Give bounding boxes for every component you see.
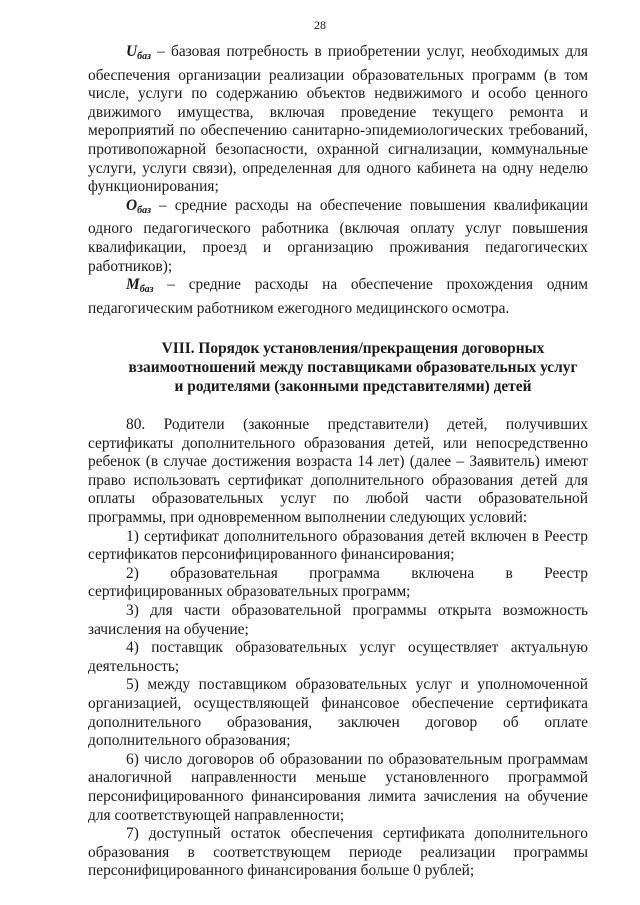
page-number: 28 xyxy=(314,18,326,32)
condition-item: 6) число договоров об образовании по образовательным программам аналогичной направленности меньше установленного программой персонифицированного финансирования лимита зачисления на обучение для соответствующей направленности; xyxy=(88,750,588,824)
condition-item: 1) сертификат дополнительного образования детей включен в Реестр сертификатов персонифицированного финансирования; xyxy=(88,527,588,564)
paragraph-80: 80. Родители (законные представители) детей, получивших сертификаты дополнительного образования детей, или непосредственно ребенок (в случае достижения возраста 14 лет) (далее – Заявитель) имеют право использовать сертификат дополнительного образования детей для оплаты образовательных услуг по любой части образовательной программы, при одновременном выполнении следующих условий: xyxy=(88,416,588,527)
definition-text: – средние расходы на обеспечение прохождения одним педагогическим работником ежегодного медицинского осмотра. xyxy=(88,276,588,317)
definition-o xyxy=(88,197,588,276)
condition-item: 7) доступный остаток обеспечения сертификата дополнительного образования в соответствующем периоде реализации программы персонифицированного финансирования больше 0 рублей; xyxy=(88,825,588,880)
definition-symbol: О xyxy=(126,196,138,214)
definition-subscript: баз xyxy=(137,204,152,216)
definition-symbol: М xyxy=(126,276,140,294)
condition-item: 3) для части образовательной программы открыта возможность зачисления на обучение; xyxy=(88,602,588,638)
definition-symbol: U xyxy=(126,43,138,60)
section-title: VIII. Порядок установления/прекращения договорных взаимоотношений между поставщиками образовательных услуг и родителями (законными представителями) детей xyxy=(128,340,578,395)
condition-item: 5) между поставщиком образовательных услуг и уполномоченной организацией, осуществляющей финансовое обеспечение сертификата дополнительного образования, заключен договор об оплате дополнительного образования; xyxy=(88,676,588,750)
definition-text: – средние расходы на обеспечение повышения квалификации одного педагогического работника (включая оплату услуг повышения квалификации, проезд и организацию проживания педагогических работников); xyxy=(88,196,588,275)
definition-subscript: баз xyxy=(137,51,152,62)
definition-m xyxy=(88,276,588,318)
definition-text: – базовая потребность в приобретении услуг, необходимых для обеспечения организации реализации образовательных программ (в том числе, услуги по содержанию объектов недвижимого и особо ценного движимого имущества, включая проведение текущего ремонта и мероприятий по обеспечению санитарно-эпидемиологических требований, противопожарной безопасности, охранной сигнализации, коммунальные услуги, услуги связи), определенная для одного кабинета на одну неделю функционирования; xyxy=(88,43,588,196)
document-body xyxy=(88,43,588,881)
condition-item: 4) поставщик образовательных услуг осуществляет актуальную деятельность; xyxy=(88,639,588,675)
condition-item: 2) образовательная программа включена в Реестр сертифицированных образовательных программ; xyxy=(88,564,588,601)
definition-u xyxy=(88,43,588,197)
definition-subscript: баз xyxy=(139,284,154,296)
